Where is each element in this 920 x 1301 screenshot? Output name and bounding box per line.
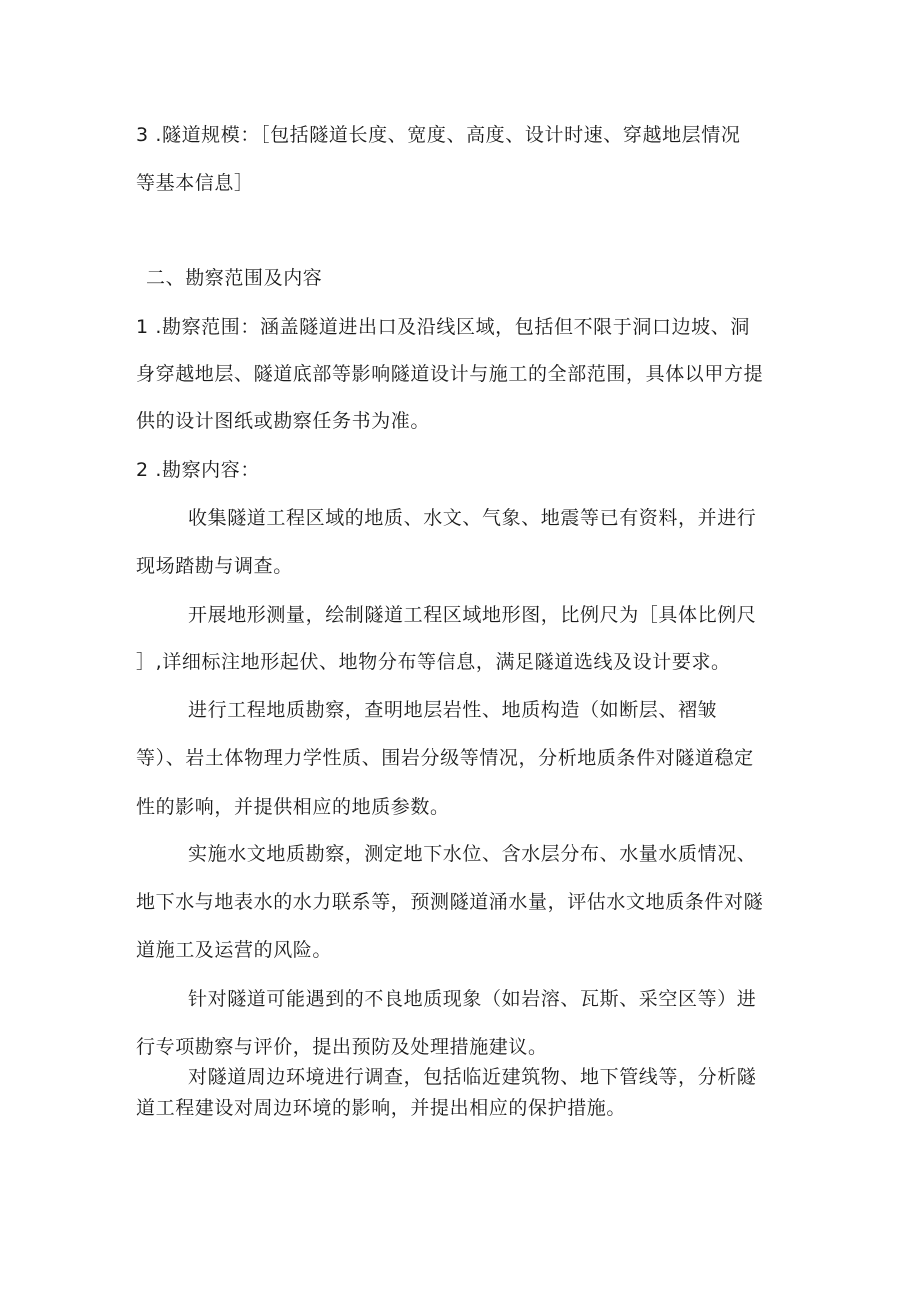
item3-line1: 3 .隧道规模：［包括隧道长度、宽度、高度、设计时速、穿越地层情况 [136,124,741,146]
paragraph4-line1: 实施水文地质勘察，测定地下水位、含水层分布、水量水质情况、 [188,843,757,865]
item3-line2: 等基本信息］ [136,172,254,194]
scope-line3: 供的设计图纸或勘察任务书为准。 [136,410,431,432]
scope-line1: 1 .勘察范围：涵盖隧道进出口及沿线区域，包括但不限于洞口边坡、洞 [136,316,750,338]
paragraph4-line2: 地下水与地表水的水力联系等，预测隧道涌水量，评估水文地质条件对隧 [136,891,764,913]
scope-line2: 身穿越地层、隧道底部等影响隧道设计与施工的全部范围，具体以甲方提 [136,363,764,385]
paragraph4-line3: 道施工及运营的风险。 [136,939,333,961]
paragraph6-line2: 道工程建设对周边环境的影响，并提出相应的保护措施。 [136,1097,627,1119]
content-heading: 2 .勘察内容： [136,459,260,481]
paragraph2-line2: ］,详细标注地形起伏、地物分布等信息，满足隧道选线及设计要求。 [136,651,731,673]
paragraph1-line1: 收集隧道工程区域的地质、水文、气象、地震等已有资料，并进行 [188,507,757,529]
paragraph3-line2: 等）、岩土体物理力学性质、围岩分级等情况，分析地质条件对隧道稳定 [136,747,754,769]
paragraph1-line2: 现场踏勘与调查。 [136,555,293,577]
paragraph3-line3: 性的影响，并提供相应的地质参数。 [136,796,450,818]
section2-heading: 二、勘察范围及内容 [146,267,323,289]
paragraph5-line2: 行专项勘察与评价，提出预防及处理措施建议。 [136,1036,548,1058]
paragraph6-line1: 对隧道周边环境进行调查，包括临近建筑物、地下管线等，分析隧 [188,1066,757,1088]
paragraph3-line1: 进行工程地质勘察，查明地层岩性、地质构造（如断层、褶皱 [188,699,718,721]
paragraph2-line1: 开展地形测量，绘制隧道工程区域地形图，比例尺为［具体比例尺 [188,604,757,626]
paragraph5-line1: 针对隧道可能遇到的不良地质现象（如岩溶、瓦斯、采空区等）进 [188,988,757,1010]
